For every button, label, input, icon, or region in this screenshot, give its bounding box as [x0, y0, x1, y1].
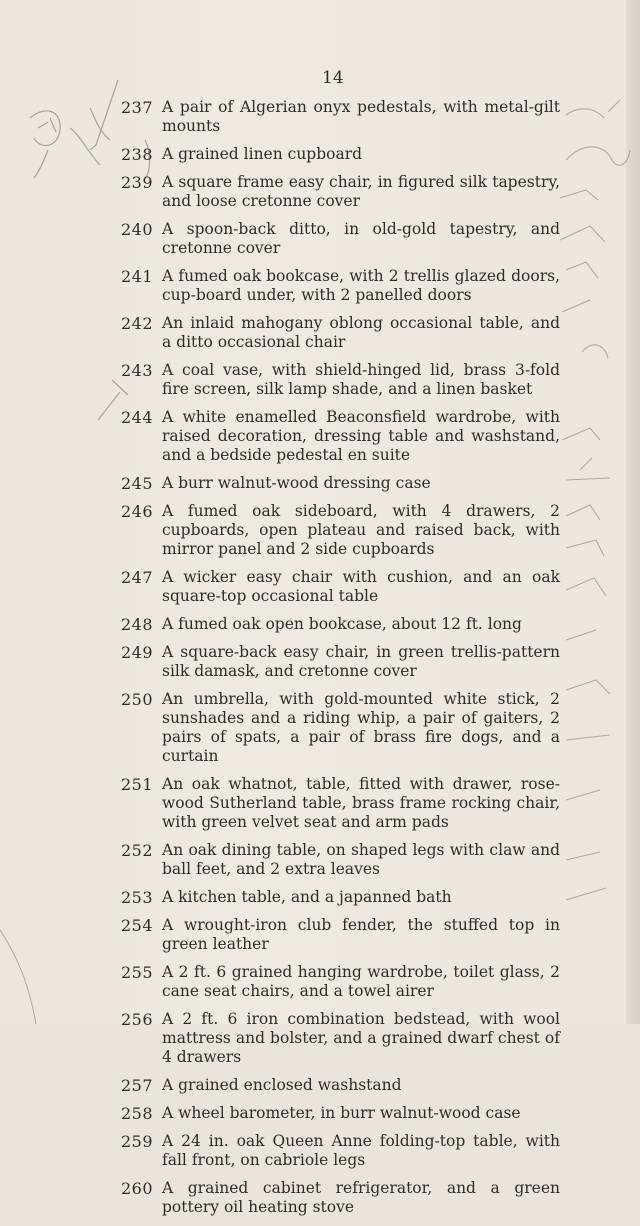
lot-entry — [0, 690, 640, 766]
lot-description: A 24 in. oak Queen Anne folding-top table, with fall front, on cabriole legs — [162, 1132, 560, 1169]
lot-number: 245 — [121, 474, 154, 493]
lot-description: A wicker easy chair with cushion, and an oak square-top occasional table — [162, 568, 560, 605]
lot-description: A pair of Algerian onyx pedestals, with metal-gilt mounts — [162, 98, 560, 135]
lot-description: A wrought-iron club fender, the stuffed top in green leather — [162, 916, 560, 953]
lot-number: 240 — [121, 220, 154, 239]
lot-description: A coal vase, with shield-hinged lid, brass 3-fold fire screen, silk lamp shade, and a linen basket — [162, 361, 560, 398]
lot-number: 258 — [121, 1104, 154, 1123]
lot-description: A square-back easy chair, in green trellis-pattern silk damask, and cretonne cover — [162, 643, 560, 680]
lot-description: A grained cabinet refrigerator, and a green pottery oil heating stove — [162, 1179, 560, 1216]
lot-description: A grained enclosed washstand — [162, 1076, 402, 1094]
lot-number: 255 — [121, 963, 154, 982]
lot-description: A fumed oak bookcase, with 2 trellis glazed doors, cup-board under, with 2 panelled doors — [162, 267, 560, 304]
lot-number: 250 — [121, 690, 154, 709]
lot-entry — [0, 267, 640, 305]
lot-description: A wheel barometer, in burr walnut-wood case — [162, 1104, 521, 1122]
lot-description: An oak whatnot, table, fitted with drawer, rose-wood Sutherland table, brass frame rocking chair, with green velvet seat and arm pads — [162, 775, 560, 831]
lot-entry — [0, 1010, 640, 1067]
lot-description: An umbrella, with gold-mounted white stick, 2 sunshades and a riding whip, a pair of gaiters, 2 pairs of spats, a pair of brass fire dogs, and a curtain — [162, 690, 560, 765]
lot-entry — [0, 775, 640, 832]
lot-number: 249 — [121, 643, 154, 662]
lot-entry — [0, 643, 640, 681]
lot-number: 259 — [121, 1132, 154, 1151]
lot-number: 246 — [121, 502, 154, 521]
lot-number: 257 — [121, 1076, 154, 1095]
lot-number: 254 — [121, 916, 154, 935]
lot-entry — [0, 963, 640, 1001]
lot-description: A kitchen table, and a japanned bath — [162, 888, 452, 906]
lot-list — [0, 98, 640, 1226]
lot-number: 237 — [121, 98, 154, 117]
lot-number: 252 — [121, 841, 154, 860]
lot-number: 241 — [121, 267, 154, 286]
lot-number: 242 — [121, 314, 154, 333]
lot-number: 251 — [121, 775, 154, 794]
lot-entry — [0, 568, 640, 606]
lot-entry — [0, 173, 640, 211]
lot-entry — [0, 502, 640, 559]
lot-description: A burr walnut-wood dressing case — [162, 474, 431, 492]
lot-entry — [0, 1076, 640, 1095]
lot-description: A 2 ft. 6 grained hanging wardrobe, toilet glass, 2 cane seat chairs, and a towel airer — [162, 963, 560, 1000]
lot-number: 244 — [121, 408, 154, 427]
lot-number: 248 — [121, 615, 154, 634]
lot-entry — [0, 888, 640, 907]
lot-number: 253 — [121, 888, 154, 907]
lot-entry — [0, 1179, 640, 1217]
lot-number: 247 — [121, 568, 154, 587]
lot-description: A fumed oak open bookcase, about 12 ft. long — [162, 615, 522, 633]
lot-entry — [0, 220, 640, 258]
lot-entry — [0, 474, 640, 493]
lot-description: A grained linen cupboard — [162, 145, 363, 163]
lot-description: An inlaid mahogany oblong occasional table, and a ditto occasional chair — [162, 314, 560, 351]
lot-number: 239 — [121, 173, 154, 192]
lot-description: An oak dining table, on shaped legs with claw and ball feet, and 2 extra leaves — [162, 841, 560, 878]
lot-description: A spoon-back ditto, in old-gold tapestry, and cretonne cover — [162, 220, 560, 257]
lot-description: A white enamelled Beaconsfield wardrobe, with raised decoration, dressing table and washstand, and a bedside pedestal en suite — [162, 408, 560, 464]
lot-entry — [0, 916, 640, 954]
lot-entry — [0, 314, 640, 352]
lot-entry — [0, 145, 640, 164]
lot-number: 260 — [121, 1179, 154, 1198]
lot-entry — [0, 361, 640, 399]
lot-number: 243 — [121, 361, 154, 380]
lot-entry — [0, 98, 640, 136]
lot-description: A square frame easy chair, in figured silk tapestry, and loose cretonne cover — [162, 173, 560, 210]
lot-entry — [0, 1132, 640, 1170]
lot-entry — [0, 841, 640, 879]
lot-entry — [0, 1104, 640, 1123]
lot-number: 256 — [121, 1010, 154, 1029]
lot-number: 238 — [121, 145, 154, 164]
lot-description: A 2 ft. 6 iron combination bedstead, with wool mattress and bolster, and a grained dwarf chest of 4 drawers — [162, 1010, 560, 1066]
lot-description: A fumed oak sideboard, with 4 drawers, 2 cupboards, open plateau and raised back, with mirror panel and 2 side cupboards — [162, 502, 560, 558]
lot-entry — [0, 408, 640, 465]
page-number: 14 — [322, 68, 344, 88]
lot-entry — [0, 615, 640, 634]
